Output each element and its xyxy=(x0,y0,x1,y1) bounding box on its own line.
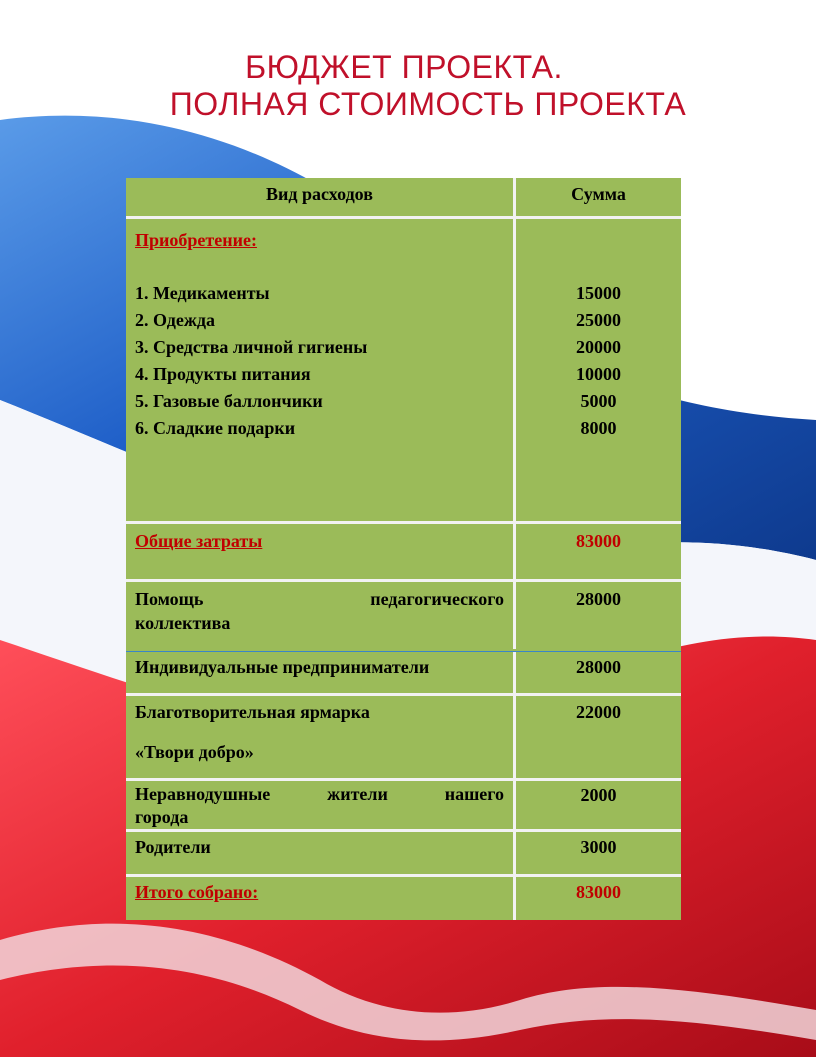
total-collected-label: Итого собрано: xyxy=(135,882,259,902)
source-label: Индивидуальные предприниматели xyxy=(135,657,430,677)
source-label-continued: города xyxy=(135,807,189,827)
page-title-line-1: БЮДЖЕТ ПРОЕКТА. xyxy=(245,49,563,85)
purchase-label: Приобретение: xyxy=(135,230,257,250)
budget-table xyxy=(126,178,681,920)
source-label-continued: коллектива xyxy=(135,613,231,633)
total-collected-amount: 83000 xyxy=(576,882,621,902)
total-costs-label: Общие затраты xyxy=(135,531,263,551)
source-label-continued: «Твори добро» xyxy=(135,742,254,762)
table-row-source xyxy=(126,582,681,649)
source-amount: 28000 xyxy=(576,589,621,609)
page-title-line-2: ПОЛНАЯ СТОИМОСТЬ ПРОЕКТА xyxy=(169,86,687,122)
purchase-item: 5. Газовые баллончики xyxy=(135,391,323,411)
purchase-amount: 8000 xyxy=(580,418,617,438)
table-row-source xyxy=(126,652,681,693)
table-row-total-costs xyxy=(126,524,681,579)
purchase-amount: 10000 xyxy=(576,364,621,384)
purchase-item: 4. Продукты питания xyxy=(135,364,311,384)
table-row-source xyxy=(126,696,681,778)
purchase-amount: 5000 xyxy=(580,391,617,411)
purchase-item: 6. Сладкие подарки xyxy=(135,418,296,438)
source-amount: 3000 xyxy=(580,837,617,857)
source-label: Неравнодушные жители нашего xyxy=(135,784,504,804)
table-row-purchases xyxy=(126,219,681,521)
source-label: Родители xyxy=(135,837,211,857)
source-label: Помощь педагогического xyxy=(135,589,504,609)
table-row-source xyxy=(126,781,681,829)
source-label: Благотворительная ярмарка xyxy=(135,702,370,722)
purchase-amount: 20000 xyxy=(576,337,621,357)
purchase-item: 3. Средства личной гигиены xyxy=(135,337,368,357)
purchase-item: 1. Медикаменты xyxy=(135,283,270,303)
purchase-amount: 15000 xyxy=(576,283,621,303)
header-amount: Сумма xyxy=(571,184,626,204)
source-amount: 2000 xyxy=(580,785,617,805)
table-row-total-collected xyxy=(126,877,681,920)
header-expense-type: Вид расходов xyxy=(266,184,373,204)
total-costs-amount: 83000 xyxy=(576,531,621,551)
purchase-item: 2. Одежда xyxy=(135,310,216,330)
purchase-amount: 25000 xyxy=(576,310,621,330)
source-amount: 28000 xyxy=(576,657,621,677)
table-header-row xyxy=(126,178,681,216)
source-amount: 22000 xyxy=(576,702,621,722)
table-row-source xyxy=(126,832,681,874)
